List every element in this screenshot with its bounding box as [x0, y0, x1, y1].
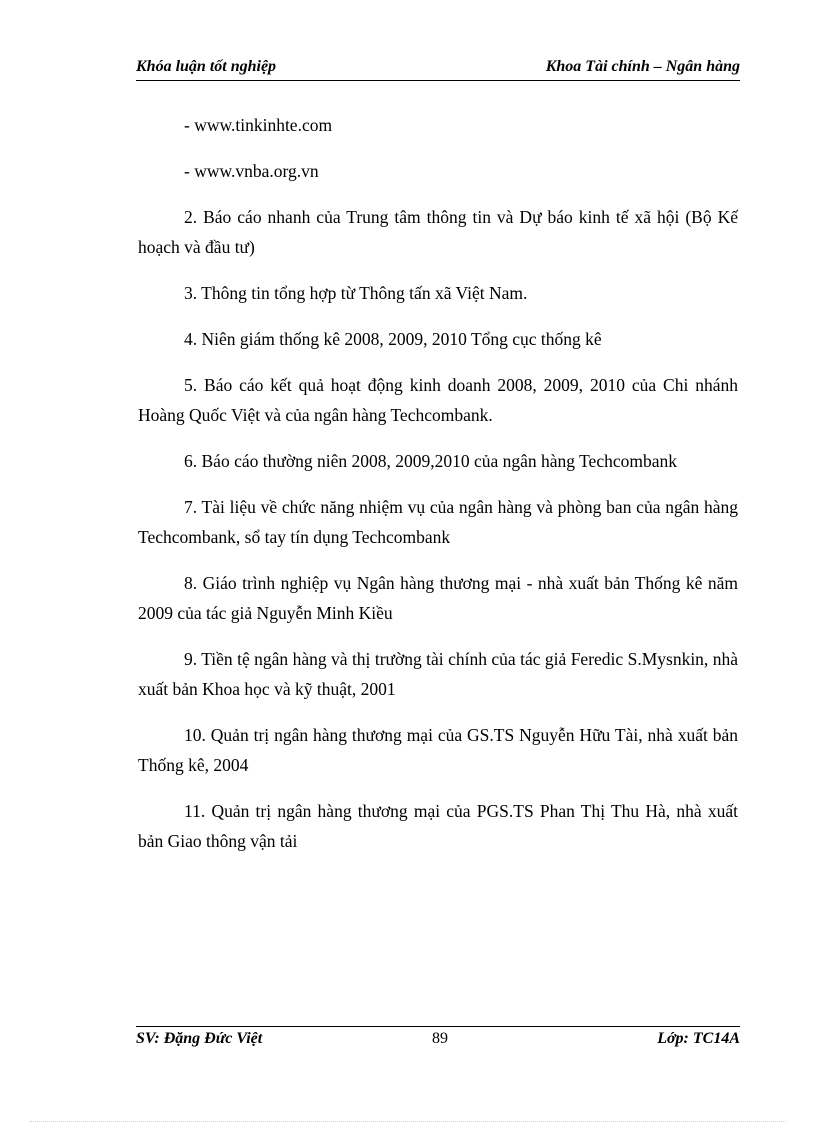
header-faculty: Khoa Tài chính – Ngân hàng	[545, 58, 740, 75]
reference-item: 4. Niên giám thống kê 2008, 2009, 2010 Tổng cục thống kê	[184, 329, 602, 349]
page-header	[136, 56, 740, 81]
header-thesis-title: Khóa luận tốt nghiệp	[136, 58, 277, 75]
reference-item: 7. Tài liệu về chức năng nhiệm vụ của ngân hàng và phòng ban của ngân hàng Techcombank, sổ tay tín dụng Techcombank	[138, 497, 738, 547]
reference-item: 10. Quản trị ngân hàng thương mại của GS.TS Nguyễn Hữu Tài, nhà xuất bản Thống kê, 2004	[138, 725, 738, 775]
reference-item: 9. Tiền tệ ngân hàng và thị trường tài chính của tác giả Feredic S.Mysnkin, nhà xuất bản Khoa học và kỹ thuật, 2001	[138, 649, 738, 699]
reference-item: 3. Thông tin tổng hợp từ Thông tấn xã Việt Nam.	[184, 283, 528, 303]
reference-item: 5. Báo cáo kết quả hoạt động kinh doanh 2008, 2009, 2010 của Chi nhánh Hoàng Quốc Việt và của ngân hàng Techcombank.	[138, 375, 738, 425]
reference-item: 8. Giáo trình nghiệp vụ Ngân hàng thương mại - nhà xuất bản Thống kê năm 2009 của tác giả Nguyễn Minh Kiều	[138, 573, 738, 623]
reference-item: 11. Quản trị ngân hàng thương mại của PGS.TS Phan Thị Thu Hà, nhà xuất bản Giao thông vận tải	[138, 801, 738, 851]
footer-class: Lớp: TC14A	[657, 1030, 740, 1047]
reference-item: 2. Báo cáo nhanh của Trung tâm thông tin và Dự báo kinh tế xã hội (Bộ Kế hoạch và đầu tư)	[138, 207, 738, 257]
page-bottom-divider	[30, 1121, 786, 1122]
reference-item: 6. Báo cáo thường niên 2008, 2009,2010 của ngân hàng Techcombank	[184, 451, 677, 471]
page-number: 89	[432, 1030, 448, 1047]
footer-student-name: SV: Đặng Đức Việt	[136, 1030, 263, 1047]
page-footer	[136, 1026, 740, 1051]
reference-item: - www.vnba.org.vn	[184, 161, 319, 181]
reference-item: - www.tinkinhte.com	[184, 115, 333, 135]
reference-list	[138, 110, 738, 872]
